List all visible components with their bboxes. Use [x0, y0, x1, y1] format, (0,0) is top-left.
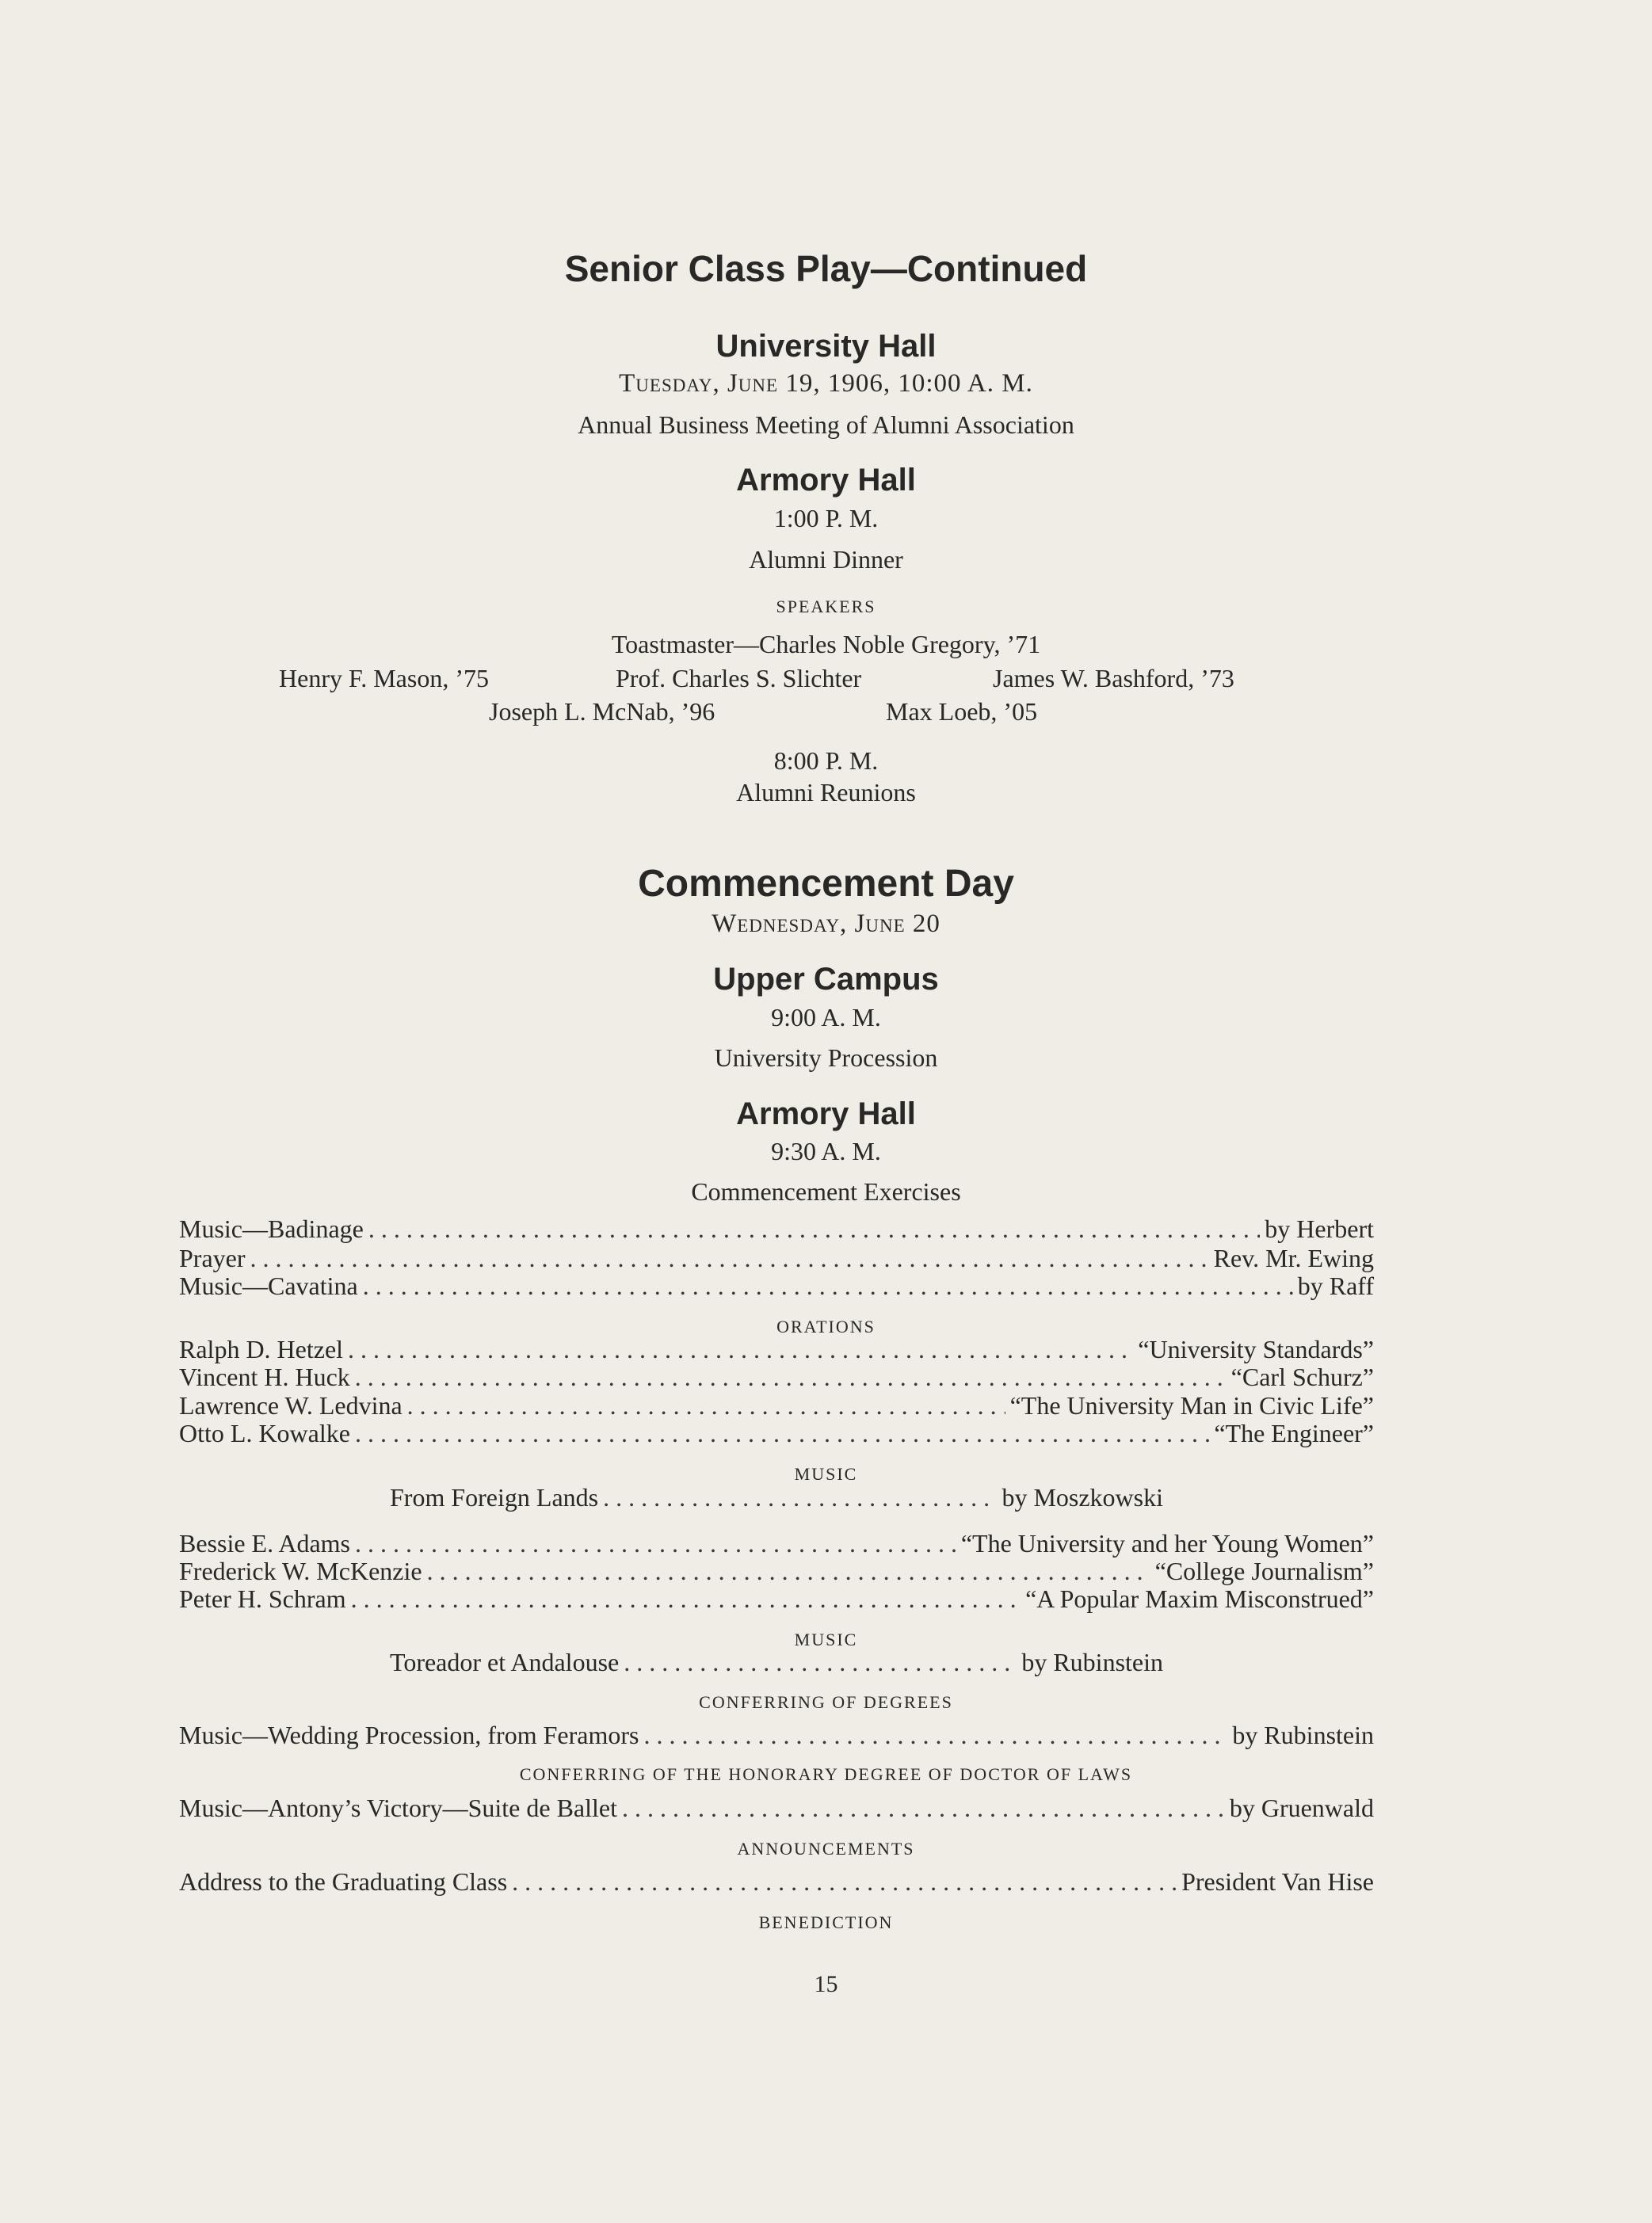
conferring-honorary-degree: CONFERRING OF THE HONORARY DEGREE OF DOCTOR OF LAWS — [519, 1764, 1133, 1784]
university-hall-date: Tuesday, June 19, 1906, 10:00 A. M. — [619, 369, 1033, 398]
program-row: Prayer . . . Rev. Mr. Ewing — [179, 1244, 1374, 1273]
evening-time: 8:00 P. M. — [773, 746, 879, 775]
speaker: Joseph L. McNab, ’96 — [489, 697, 715, 726]
speaker: James W. Bashford, ’73 — [993, 664, 1234, 692]
armory-hall-2-time: 9:30 A. M. — [771, 1137, 881, 1165]
armory-hall-heading: Armory Hall — [736, 463, 916, 498]
announcements: ANNOUNCEMENTS — [737, 1839, 915, 1859]
toastmaster: Toastmaster—Charles Noble Gregory, ’71 — [611, 630, 1041, 658]
music-row: Music—Wedding Procession, from Feramors . . . by Rubinstein — [179, 1721, 1374, 1750]
university-procession: University Procession — [714, 1043, 938, 1072]
oration-row: Vincent H. Huck . . . “Carl Schurz” — [179, 1363, 1374, 1392]
oration-row: Ralph D. Hetzel . . . “University Standards” — [179, 1335, 1374, 1364]
speakers-label: SPEAKERS — [776, 597, 876, 616]
music-row: Music—Antony’s Victory—Suite de Ballet . . . by Gruenwald — [179, 1794, 1374, 1823]
university-hall-heading: University Hall — [715, 329, 937, 364]
commencement-date: Wednesday, June 20 — [712, 909, 940, 938]
benediction: BENEDICTION — [758, 1912, 894, 1932]
speaker: Henry F. Mason, ’75 — [279, 664, 489, 692]
speaker: Max Loeb, ’05 — [886, 697, 1038, 726]
alumni-dinner: Alumni Dinner — [749, 545, 903, 574]
oration-row: Otto L. Kowalke . . . “The Engineer” — [179, 1419, 1374, 1448]
orations-label: ORATIONS — [776, 1317, 876, 1336]
page-number: 15 — [814, 1971, 838, 1997]
armory-hall-time: 1:00 P. M. — [773, 504, 879, 532]
oration-row: Lawrence W. Ledvina . . . “The University Man in Civic Life” — [179, 1391, 1374, 1420]
alumni-reunions: Alumni Reunions — [736, 778, 916, 806]
commencement-exercises: Commencement Exercises — [691, 1177, 961, 1206]
upper-campus-time: 9:00 A. M. — [771, 1003, 881, 1031]
address-row: Address to the Graduating Class . . . President Van Hise — [179, 1867, 1374, 1897]
music-label: MUSIC — [794, 1630, 858, 1649]
oration-row: Peter H. Schram . . . “A Popular Maxim Misconstrued” — [179, 1584, 1374, 1614]
oration-row: Bessie E. Adams . . . “The University and her Young Women” — [179, 1529, 1374, 1558]
speaker: Prof. Charles S. Slichter — [616, 664, 862, 692]
upper-campus-heading: Upper Campus — [713, 962, 939, 997]
music-row: Toreador et Andalouse . . . by Rubinstein — [390, 1648, 1163, 1677]
conferring-degrees: CONFERRING OF DEGREES — [699, 1692, 953, 1712]
page-title: Senior Class Play—Continued — [564, 248, 1088, 289]
commencement-heading: Commencement Day — [638, 863, 1014, 905]
program-row: Music—Cavatina . . . by Raff — [179, 1272, 1374, 1301]
music-label: MUSIC — [794, 1464, 858, 1484]
program-row: Music—Badinage . . . by Herbert — [179, 1214, 1374, 1244]
oration-row: Frederick W. McKenzie . . . “College Journalism” — [179, 1557, 1374, 1586]
armory-hall-2-heading: Armory Hall — [736, 1096, 916, 1131]
music-row: From Foreign Lands . . . by Moszkowski — [390, 1483, 1163, 1512]
university-hall-event: Annual Business Meeting of Alumni Association — [578, 410, 1074, 439]
